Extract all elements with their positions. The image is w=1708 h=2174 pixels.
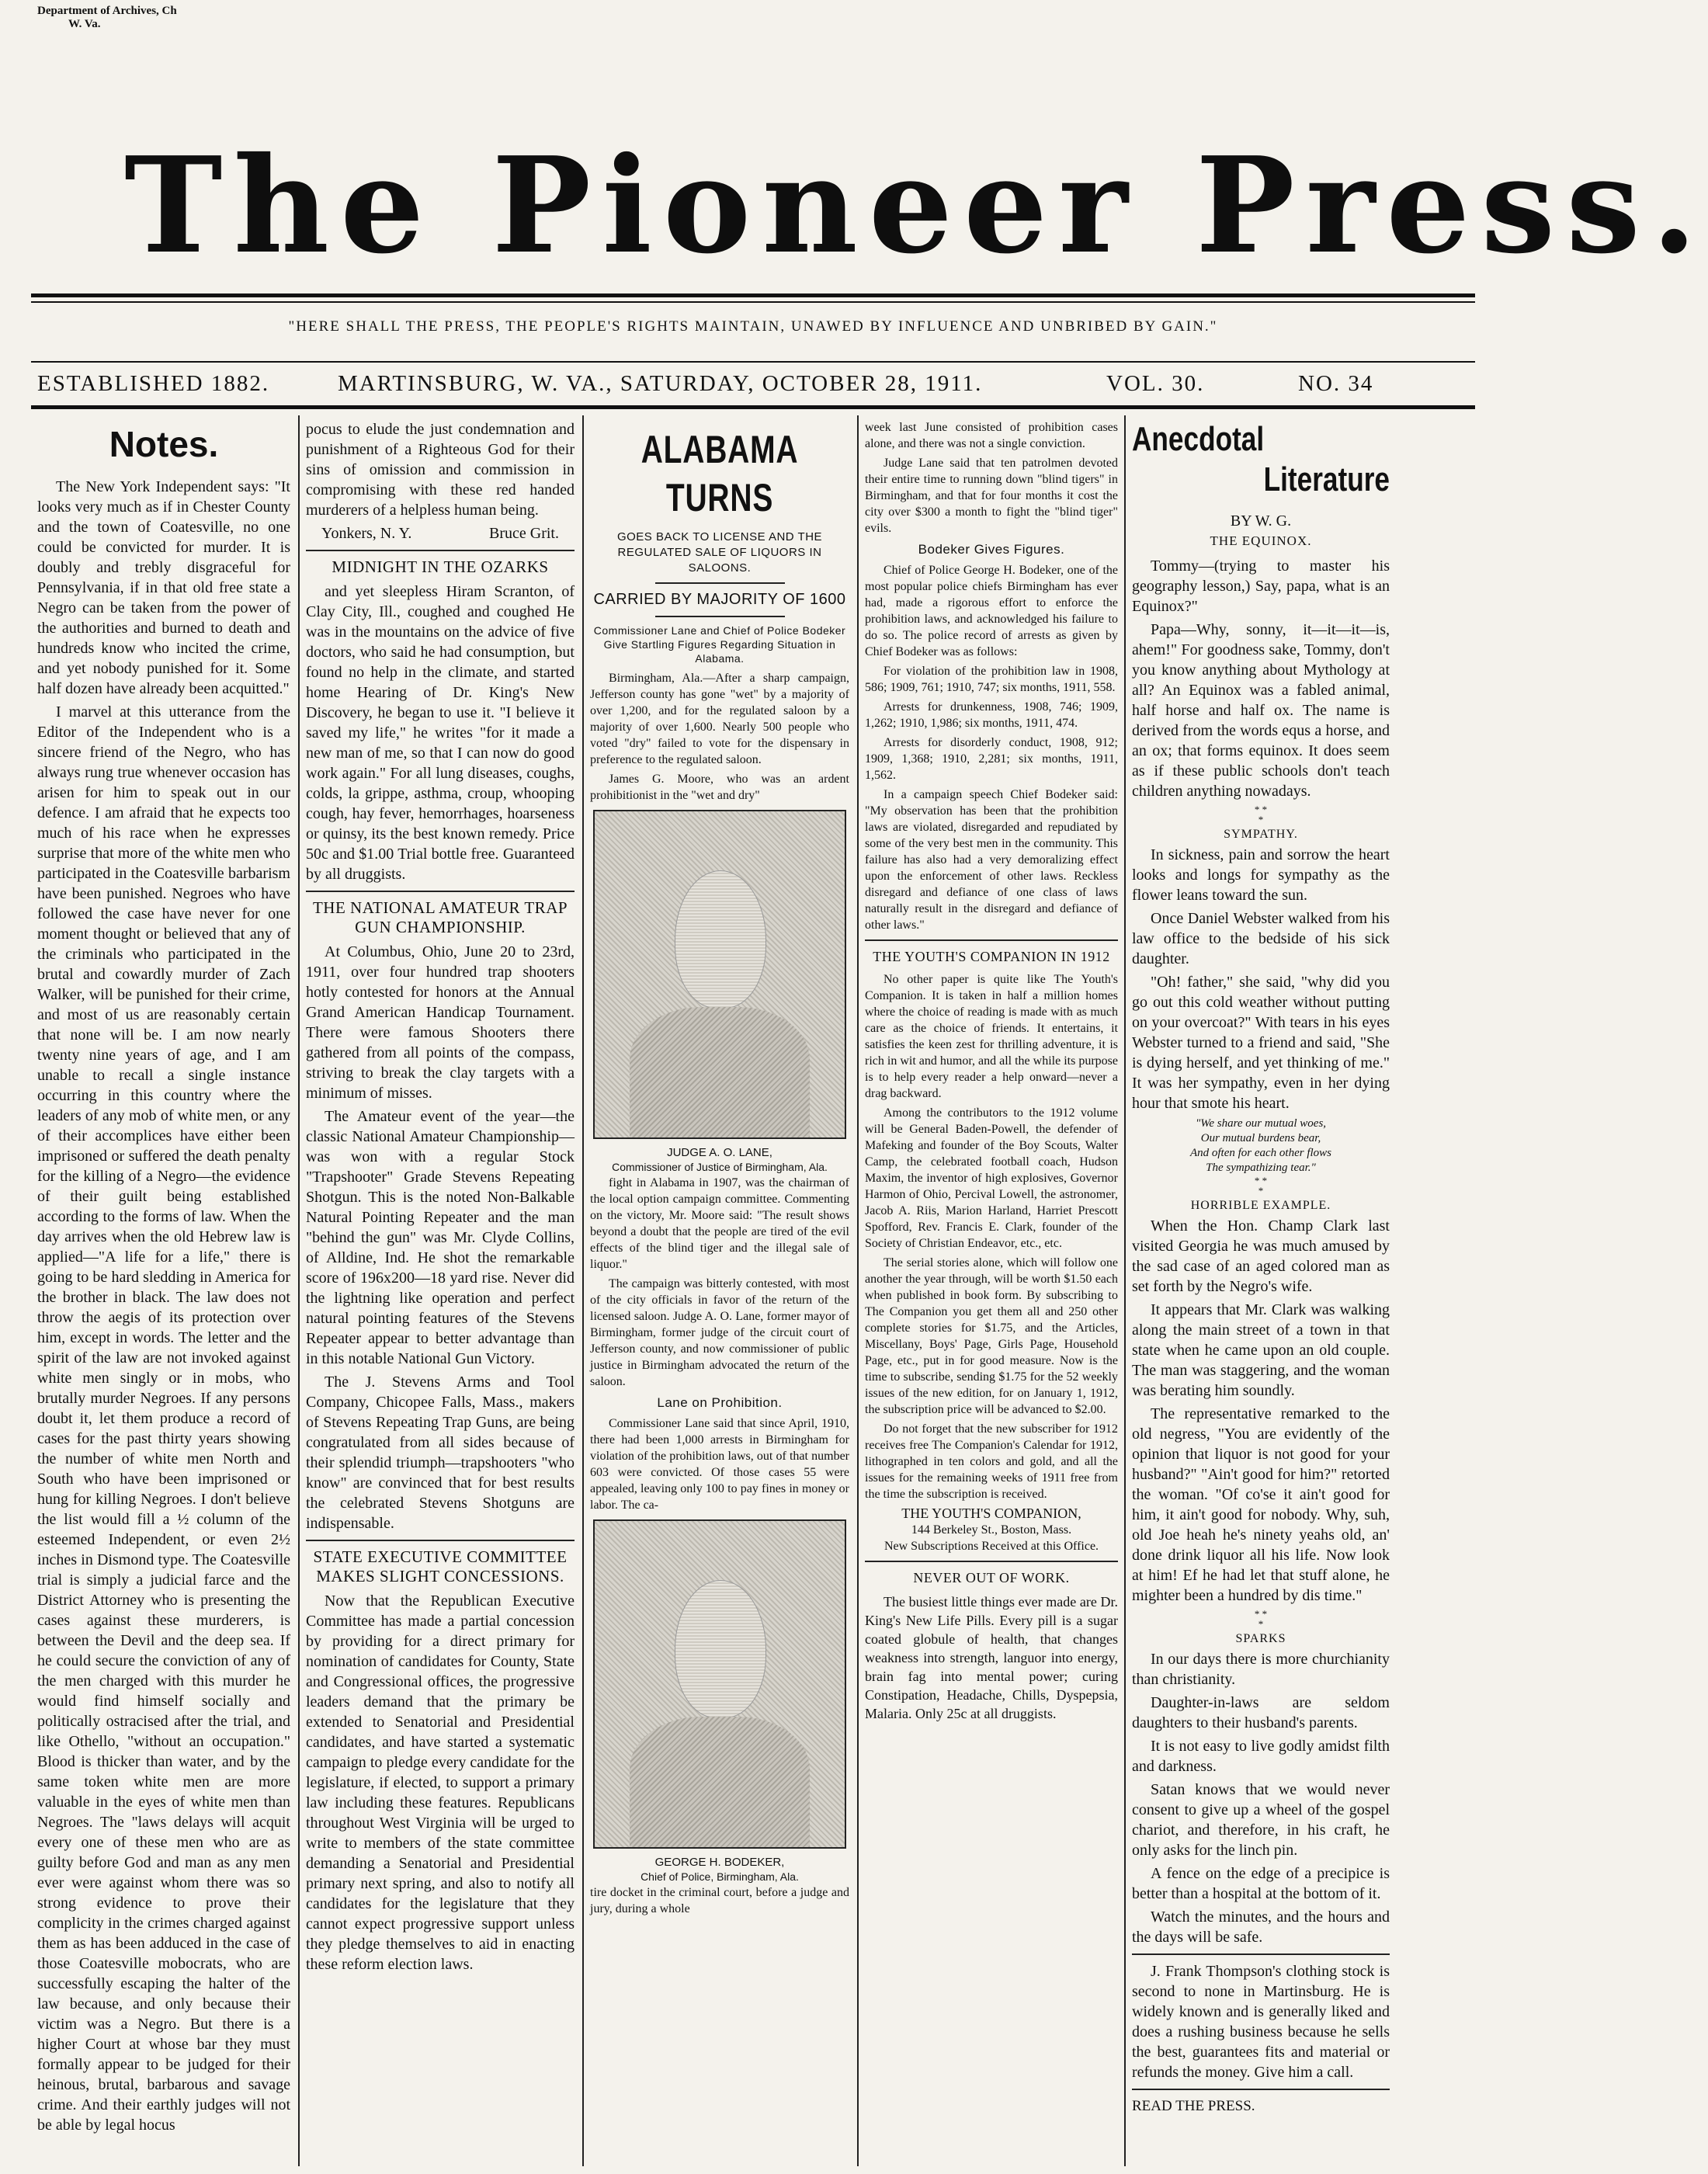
place-date: MARTINSBURG, W. VA., SATURDAY, OCTOBER 28, 1911. (338, 371, 983, 396)
spark-text: A fence on the edge of a precipice is better than a hospital at the bottom of it. (1132, 1865, 1390, 1902)
masthead-motto: "HERE SHALL THE PRESS, THE PEOPLE'S RIGHTS MAINTAIN, UNAWED BY INFLUENCE AND UNBRIBED BY GAIN." (288, 318, 1218, 335)
anecdote-text: The representative remarked to the old negress, "You are evidently of the opinion that liquor is not good for your husband?" "Ain't good for him?" retorted the woman. "Of co'se it ain't good for him, it ain't good for nobody. Why, suh, old Joe heah he's ninety yeahs old, an' done drink liquor all his life. Now look at him! Ef he had let that stuff alone, he mighter been a hundred by dis time." (1132, 1405, 1390, 1604)
portrait-judge-lane (593, 810, 846, 1139)
committee-headline: STATE EXECUTIVE COMMITTEE MAKES SLIGHT CONCESSIONS. (313, 1547, 568, 1585)
companion-text: No other paper is quite like The Youth's Companion. It is taken in half a million homes where the choice of reading is made with as much care as the choice of friends. It entertains, it satisfies the keen zest for thrilling adventure, it is rich in wit and humor, and all the while its purpose is to help every reader a help onward—never a drag backward. (865, 973, 1118, 1100)
masthead-rule-top-thin (31, 301, 1475, 303)
alabama-text: Birmingham, Ala.—After a sharp campaign, Jefferson county has gone "wet" by a majority of over 1,200, and for the regulated saloon by a majority of over 1,600. Nearly 500 people who voted "dry" failed to vote for the dispensary in preference to the regulated saloon. (590, 672, 849, 766)
signature-name: Bruce Grit. (489, 525, 559, 542)
volume: VOL. 30. (1106, 371, 1205, 396)
spark-text: Satan knows that we would never consent to give up a wheel of the gospel chariot, and therefore, in his craft, he only asks for the linch pin. (1132, 1781, 1390, 1859)
ozarks-headline: MIDNIGHT IN THE OZARKS (332, 557, 549, 576)
verse-line: "We share our mutual woes, (1195, 1117, 1327, 1130)
companion-address-note: New Subscriptions Received at this Office. (884, 1540, 1099, 1553)
ozarks-text: and yet sleepless Hiram Scranton, of Clay City, Ill., coughed and coughed He was in the mountains on the advice of five doctors, who said he had consumption, but found no help in the climate, and started home Hearing of Dr. King's New Discovery, he began to use it. "I believe it saved my life," he writes "for it made a new man of me, so that I can now do good work again." For all lung diseases, coughs, colds, la grippe, asthma, croup, whooping cough, hay fever, hemorrhages, hoarseness or quinsy, its the best known remedy. Price 50c and $1.00 Trial bottle free. Guaranteed by all druggists. (306, 583, 575, 883)
read-the-press: READ THE PRESS. (1132, 2098, 1255, 2114)
archive-stamp (37, 5, 177, 31)
trap-gun-text: The Amateur event of the year—the classic National Amateur Championship—was won with a regular Stock "Trapshooter" Grade Stevens Repeating Shotgun. This is the noted Non-Balkable Natural Pointing Repeater and the man "behind the gun" was Mr. Clyde Collins, of Alldine, Ind. He shot the remarkable score of 196x200—18 yard rise. Never did the lightning like operation and perfect natural pointing features of the Stevens Repeater appear to better advantage than in this notable National Gun Victory. (306, 1108, 575, 1367)
companion-text: Among the contributors to the 1912 volume will be General Baden-Powell, the defender of Mafeking and founder of the Boy Scouts, Walter Camp, the celebrated football coach, Hudson Maxim, the inventor of high explosives, Governor Harmon of Ohio, Percival Lowell, the astronomer, Jacob A. Riis, Marion Harland, Harriet Prescott Spofford, Rev. Francis E. Clark, founder of the Society of Christian Endeavor, etc., etc. (865, 1106, 1118, 1250)
column-rule-1 (298, 415, 300, 2166)
column-four (865, 419, 1118, 2162)
bodeker-subhead: Bodeker Gives Figures. (918, 542, 1065, 557)
alabama-deck: Commissioner Lane and Chief of Police Bodeker Give Startling Figures Regarding Situation in Alabama. (593, 624, 846, 665)
caption-lane-name: JUDGE A. O. LANE, (667, 1146, 772, 1159)
notes-heading: Notes. (109, 424, 219, 464)
bodeker-text: In a campaign speech Chief Bodeker said: "My observation has been that the prohibition laws are violated, disregarded and repudiated by some of the very best men in the community. This failure has also had a very demoralizing effect upon the enforcement of other laws. Reckless disregard and defiance of one class of laws naturally result in the disregard and defiance of other laws." (865, 788, 1118, 932)
letter-signature (306, 523, 575, 544)
column-rule-4 (1124, 415, 1126, 2166)
divider (306, 550, 575, 551)
alabama-text: Commissioner Lane said that since April, 1910, there had been 1,000 arrests in Birmingham for violation of the prohibition laws, out of that number 603 were convicted. Of those cases 55 were appealed, leaving only 100 to pay fines in money or labor. The ca- (590, 1417, 849, 1512)
divider (1132, 2089, 1390, 2090)
stamp-line-1: Department of Archives, Ch (37, 5, 177, 17)
column-anecdotal (1132, 419, 1390, 2162)
spark-text: In our days there is more churchianity than christianity. (1132, 1651, 1390, 1688)
byline: BY W. G. (1230, 512, 1292, 530)
column-notes (37, 419, 290, 2162)
star-ornament: * * * (1254, 1608, 1268, 1630)
portrait-chief-bodeker (593, 1519, 846, 1849)
alabama-subhead: GOES BACK TO LICENSE AND THE REGULATED SALE OF LIQUORS IN SALOONS. (616, 530, 823, 575)
companion-text: Do not forget that the new subscriber for 1912 receives free The Companion's Calendar for 1912, lithographed in ten colors and gold, and all the issues for the remaining weeks of 1911 free from the time the subscription is received. (865, 1422, 1118, 1501)
alabama-text: The campaign was bitterly contested, with most of the city officials in favor of the return of the licensed saloon. Judge A. O. Lane, former mayor of Birmingham, former judge of the circuit court of Jefferson county, and now commissioner of public justice in Birmingham advocated the return of the saloon. (590, 1277, 849, 1388)
youths-companion-headline: THE YOUTH'S COMPANION IN 1912 (873, 949, 1110, 964)
anecdote-text: Papa—Why, sonny, it—it—it—is, ahem!" For goodness sake, Tommy, don't you know anything about Mythology at all? An Equinox was a fabled animal, half horse and half ox. The name is derived from the words equs a horse, and an ox; that forms equinox. It does seem as if these public schools don't teach children anything nowadays. (1132, 621, 1390, 800)
section-equinox: THE EQUINOX. (1210, 533, 1312, 548)
alabama-text: James G. Moore, who was an ardent prohibitionist in the "wet and dry" (590, 773, 849, 802)
lane-subhead: Lane on Prohibition. (657, 1395, 783, 1410)
anecdote-text: It appears that Mr. Clark was walking along the main street of a town in that state when he came upon an old couple. The man was staggering, and the woman was berating him soundly. (1132, 1301, 1390, 1399)
thompson-ad-text: J. Frank Thompson's clothing stock is second to none in Martinsburg. He is widely known and is generally liked and does a rushing business because he sells the best, guarantees fits and material or refunds the money. Give him a call. (1132, 1963, 1390, 2081)
anecdote-text: Once Daniel Webster walked from his law office to the bedside of his sick daughter. (1132, 910, 1390, 967)
section-sympathy: SYMPATHY. (1224, 828, 1298, 841)
section-sparks: SPARKS (1235, 1632, 1286, 1645)
companion-text: The serial stories alone, which will follow one another the year through, will be worth $1.50 each when published in book form. By subscribing to The Companion you get them all and 250 other complete stories for $1.75, and the Articles, Miscellany, Boys' Page, Girls Page, Household Page, etc., put in for good measure. Now is the time to subscribe, sending $1.75 for the 52 weekly issues of the new edition, for on January 1, 1912, the subscription price will be advanced to $2.00. (865, 1256, 1118, 1416)
stamp-line-2: W. Va. (68, 18, 101, 30)
dateline (31, 371, 1475, 402)
letter-continued: pocus to elude the just condemnation and punishment of a Righteous God for their sins of omission and commission in compromising with these red handed murderers of a helpless human being. (306, 421, 575, 519)
section-horrible-example: HORRIBLE EXAMPLE. (1190, 1199, 1331, 1212)
alabama-text: fight in Alabama in 1907, was the chairman of the local option campaign committee. Commenting on the victory, Mr. Moore said: "The result shows beyond a doubt that the people are tired of the evil effects of the blind tiger and the illegal sale of liquor." (590, 1176, 849, 1271)
caption-bodeker-name: GEORGE H. BODEKER, (654, 1856, 785, 1869)
sympathy-verse (1132, 1117, 1390, 1176)
life-pills-text: The busiest little things ever made are Dr. King's New Life Pills. Every pill is a sugar coated globule of health, that changes weakness into strength, languor into energy, brain fag into mental power; curing Constipation, Headache, Chills, Dyspepsia, Malaria. Only 25c at all druggists. (865, 1594, 1118, 1721)
issue-number: NO. 34 (1298, 371, 1374, 396)
caption-lane-title: Commissioner of Justice of Birmingham, Ala. (612, 1161, 828, 1173)
bodeker-text: For violation of the prohibition law in 1908, 586; 1909, 761; 1910, 747; six months, 1911, 558. (865, 665, 1118, 694)
bodeker-text: Arrests for drunkenness, 1908, 746; 1909, 1,262; 1910, 1,986; six months, 1911, 474. (865, 700, 1118, 730)
masthead-rule-bottom (31, 405, 1475, 409)
never-out-of-work-headline: NEVER OUT OF WORK. (913, 1570, 1070, 1585)
divider (655, 582, 785, 584)
notes-paragraph: The New York Independent says: "It looks very much as if in Chester County and the town of Coatesville, no one could be convicted for murder. It is doubly and trebly disgraceful for Pennsylvania, if in that old free state a Negro can be taken from the power of the authorities and burned to death and hundreds know who incited the crime, and yet nobody punished for it. Some half dozen have already been acquitted." (37, 478, 290, 697)
caption-bodeker-title: Chief of Police, Birmingham, Ala. (640, 1870, 799, 1883)
bodeker-text: Chief of Police George H. Bodeker, one of the most popular police chiefs Birmingham has ever had, made a rigorous effort to enforce the prohibition laws, and acknowledged his failure to do so. The police record of arrests as given by Chief Bodeker was as follows: (865, 564, 1118, 658)
notes-paragraph: I marvel at this utterance from the Editor of the Independent who is a sincere friend of the Negro, who has always rung true whenever occasion has arisen for him to speak out in our defence. I am afraid that he expects too much of his race when he expresses surprise that more of the white men who participated in the Coatesville barbarism have been punished. Negroes who have followed the case have never for one moment thought or believed that any of the criminals who participated in the brutal and cowardly murder of Zach Walker, will be punished for their crime, and most of us are reasonably certain that none will be. I am now nearly twenty nine years of age, and I am unable to recall a single instance occurring in this country where the leaders of any mob of white men, or any of their accomplices have either been imprisoned or suffered the death penalty for the killing of a Negro—the evidence of their guilt being established according to the forms of law. When the day arrives when the old Hebrew law is applied—"A life for a life," there is going to be hard sledding in America for the brother in black. The law does not throw the aegis of its protection over him, except in words. The letter and the spirit of the law are not invoked against white men singly or in mobs, who brutally murder Negroes. If any persons doubt it, let them produce a record of cases for the past thirty years showing the number of white men North and South who have been imprisoned or hung for killing Negroes. I don't believe the list would fill a ½ column of the esteemed Independent, or even 2½ inches in Dismond type. The Coatesville trial is simply a judicial farce and the District Attorney who is presenting the cases against these murderers, is between the Devil and the deep sea. If he could secure the conviction of any of the men charged with this murder he would find himself socially and politically ostracised after the trial, and like Othello, "without an occupation." Blood is thicker than water, and by the same token white men are more valuable in the eyes of white men than Negroes. The "laws delays will acquit every one of these men who are as guilty before God and man as any men ever were against whom there was so strong evidence to prove their complicity in the crimes charged against them as has been adduced in the case of those Coatesville mobocrats, who are successfully escaping the halter of the law because, and only because their victim was a Negro. But there is a higher Court at whose bar they must formally appear to be judged for their heinous, brutal, barbarous and savage crime. And their earthly judges will not be able by legal hocus (37, 703, 290, 2134)
column-two (306, 419, 575, 2162)
star-ornament: * * * (1254, 1175, 1268, 1196)
spark-text: Watch the minutes, and the hours and the days will be safe. (1132, 1908, 1390, 1946)
committee-text: Now that the Republican Executive Committee has made a partial concession by providing for a direct primary for nomination of candidates for County, State and Congressional offices, the progressive leaders demand that the primary be extended to Senatorial and Presidential candidates, and have started a systematic campaign to pledge every candidate for the legislature, if elected, to support a primary law including these features. Republicans throughout West Virginia will be urged to write to members of the state committee demanding a Senatorial and Presidential primary next spring, and also to notify all candidates for the legislature that they cannot expect progressive support unless they pledge themselves to aid in enacting these reform election laws. (306, 1592, 575, 1973)
companion-address-name: THE YOUTH'S COMPANION, (901, 1505, 1081, 1521)
anecdotal-heading-1: Anecdotal (1132, 420, 1265, 458)
divider (865, 1561, 1118, 1562)
alabama-continued: week last June consisted of prohibition cases alone, and there was not a single conviction. (865, 421, 1118, 450)
divider (306, 1540, 575, 1541)
verse-line: The sympathizing tear." (1206, 1162, 1316, 1174)
bodeker-text: Arrests for disorderly conduct, 1908, 912; 1909, 1,368; 1910, 2,281; six months, 1911, 1,562. (865, 736, 1118, 782)
anecdote-text: "Oh! father," she said, "why did you go out this cold weather without putting on your overcoat?" With tears in his eyes Webster turned to a friend and said, "She is dying herself, and yet thinking of me." It was her sympathy, even in her dying hour that smote his heart. (1132, 974, 1390, 1112)
divider (306, 891, 575, 892)
alabama-heading: ALABAMA TURNS (640, 428, 799, 519)
spark-text: Daughter-in-laws are seldom daughters to their husband's parents. (1132, 1694, 1390, 1731)
established: ESTABLISHED 1882. (37, 371, 270, 396)
alabama-majority: CARRIED BY MAJORITY OF 1600 (593, 591, 846, 608)
anecdotal-heading-2: Literature (1263, 460, 1390, 498)
alabama-text: tire docket in the criminal court, before a judge and jury, during a whole (590, 1886, 849, 1915)
anecdote-text: Tommy—(trying to master his geography lesson,) Say, papa, what is an Equinox?" (1132, 557, 1390, 615)
divider (1132, 1953, 1390, 1955)
trap-gun-text: At Columbus, Ohio, June 20 to 23rd, 1911, over four hundred trap shooters hotly contested for honors at the Annual Grand American Handicap Tournament. There were famous Shooters there gathered from all points of the compass, striving to break the clay targets with a minimum of misses. (306, 943, 575, 1102)
star-ornament: * * * (1254, 804, 1268, 825)
column-alabama (590, 419, 849, 2162)
divider (865, 939, 1118, 941)
alabama-continued: Judge Lane said that ten patrolmen devoted their entire time to running down "blind tigers" in Birmingham, and that for four months it cost the city over $300 a month to fight the "blind tiger" evils. (865, 457, 1118, 535)
verse-line: And often for each other flows (1189, 1147, 1332, 1159)
anecdote-text: When the Hon. Champ Clark last visited Georgia he was much amused by the sad case of an aged colored man as set forth by the Negro's wife. (1132, 1217, 1390, 1295)
companion-address-street: 144 Berkeley St., Boston, Mass. (911, 1523, 1072, 1537)
column-rule-2 (582, 415, 584, 2166)
column-rule-3 (857, 415, 859, 2166)
spark-text: It is not easy to live godly amidst filth and darkness. (1132, 1738, 1390, 1775)
signature-place: Yonkers, N. Y. (321, 525, 412, 542)
anecdote-text: In sickness, pain and sorrow the heart looks and longs for sympathy as the flower leans toward the sun. (1132, 846, 1390, 904)
divider (655, 616, 785, 617)
masthead-title: The Pioneer Press. (124, 128, 1708, 283)
trap-gun-text: The J. Stevens Arms and Tool Company, Chicopee Falls, Mass., makers of Stevens Repeating Trap Guns, are being congratulated from all sides because of their splendid triumph—trapshooters "who know" are convinced that for best results the celebrated Stevens Shotguns are indispensable. (306, 1374, 575, 1532)
trap-gun-headline: THE NATIONAL AMATEUR TRAP GUN CHAMPIONSHIP. (312, 898, 568, 936)
masthead-rule-top (31, 293, 1475, 297)
masthead-rule-mid (31, 361, 1475, 363)
verse-line: Our mutual burdens bear, (1200, 1132, 1321, 1144)
